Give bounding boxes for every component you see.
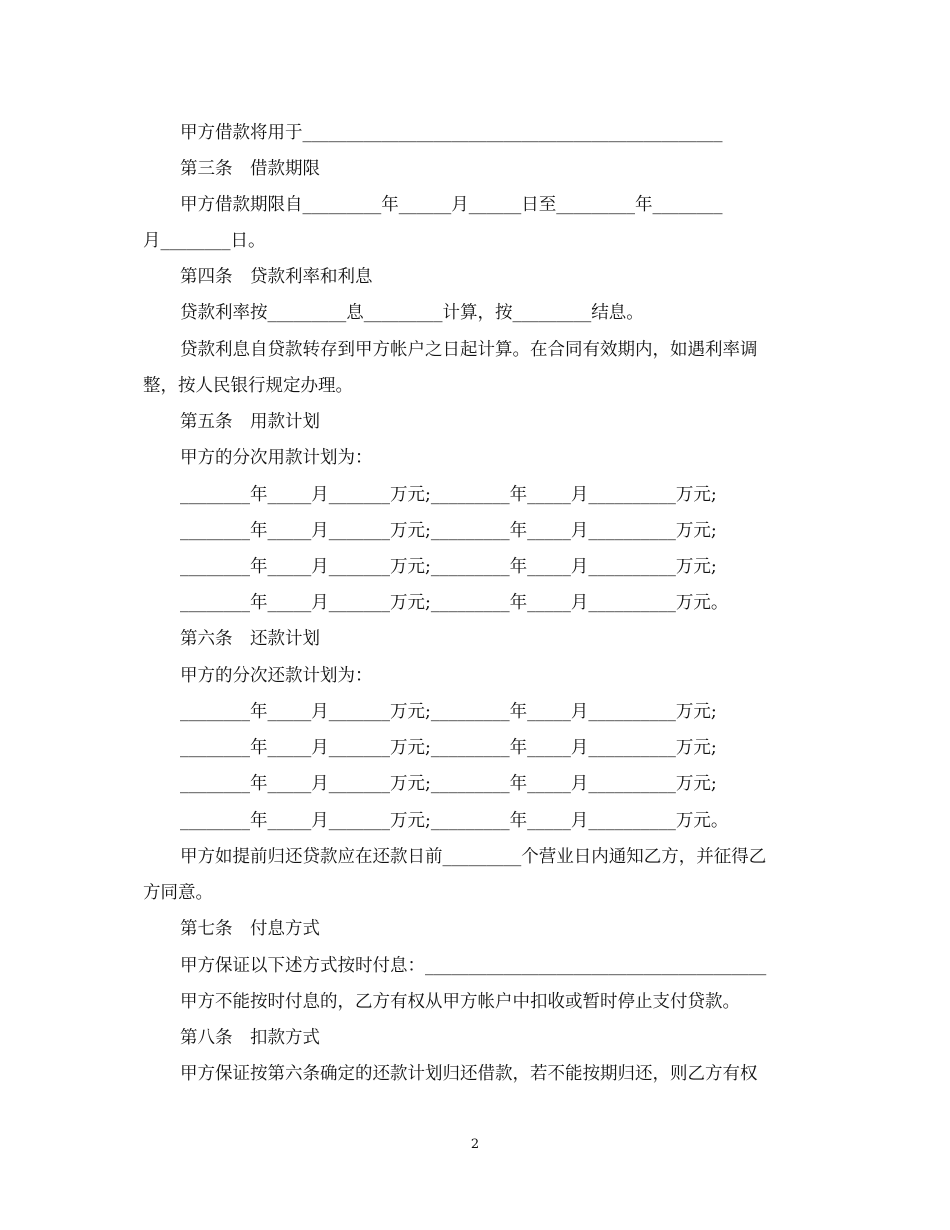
article-heading: 第七条 付息方式 (180, 919, 320, 939)
paragraph-line: 贷款利率按_________息_________计算，按_________结息。 (180, 303, 644, 323)
page-number: 2 (470, 1137, 480, 1152)
paragraph-line: 贷款利息自贷款转存到甲方帐户之日起计算。在合同有效期内，如遇利率调 (180, 340, 758, 360)
schedule-line: ________年_____月_______万元;_________年_____月__________万元; (180, 702, 717, 722)
paragraph-line: 甲方的分次还款计划为： (180, 666, 373, 686)
article-heading: 第六条 还款计划 (180, 629, 320, 649)
schedule-line: ________年_____月_______万元;_________年_____月__________万元。 (180, 593, 729, 613)
paragraph-line: 甲方借款期限自_________年______月______日至_________年________ (180, 195, 723, 215)
schedule-line: ________年_____月_______万元;_________年_____月__________万元。 (180, 811, 729, 831)
article-heading: 第八条 扣款方式 (180, 1028, 320, 1048)
article-heading: 第五条 用款计划 (180, 412, 320, 432)
schedule-line: ________年_____月_______万元;_________年_____月__________万元; (180, 485, 717, 505)
paragraph-line: 甲方借款将用于________________________________________________ (180, 123, 723, 143)
paragraph-line: 甲方不能按时付息的，乙方有权从甲方帐户中扣收或暂时停止支付贷款。 (180, 992, 740, 1012)
article-heading: 第三条 借款期限 (180, 159, 320, 179)
article-heading: 第四条 贷款利率和利息 (180, 267, 373, 287)
paragraph-line: 甲方保证以下述方式按时付息：_______________________________________ (180, 956, 767, 976)
paragraph-line: 月________日。 (143, 231, 266, 251)
schedule-line: ________年_____月_______万元;_________年_____月__________万元; (180, 557, 717, 577)
paragraph-line: 方同意。 (143, 883, 213, 903)
schedule-line: ________年_____月_______万元;_________年_____月__________万元; (180, 738, 717, 758)
schedule-line: ________年_____月_______万元;_________年_____月__________万元; (180, 521, 717, 541)
paragraph-line: 甲方的分次用款计划为： (180, 448, 373, 468)
paragraph-line: 甲方如提前归还贷款应在还款日前_________个营业日内通知乙方，并征得乙 (180, 847, 767, 867)
schedule-line: ________年_____月_______万元;_________年_____月__________万元; (180, 774, 717, 794)
paragraph-line: 整，按人民银行规定办理。 (143, 376, 353, 396)
paragraph-line: 甲方保证按第六条确定的还款计划归还借款，若不能按期归还，则乙方有权 (180, 1064, 758, 1084)
